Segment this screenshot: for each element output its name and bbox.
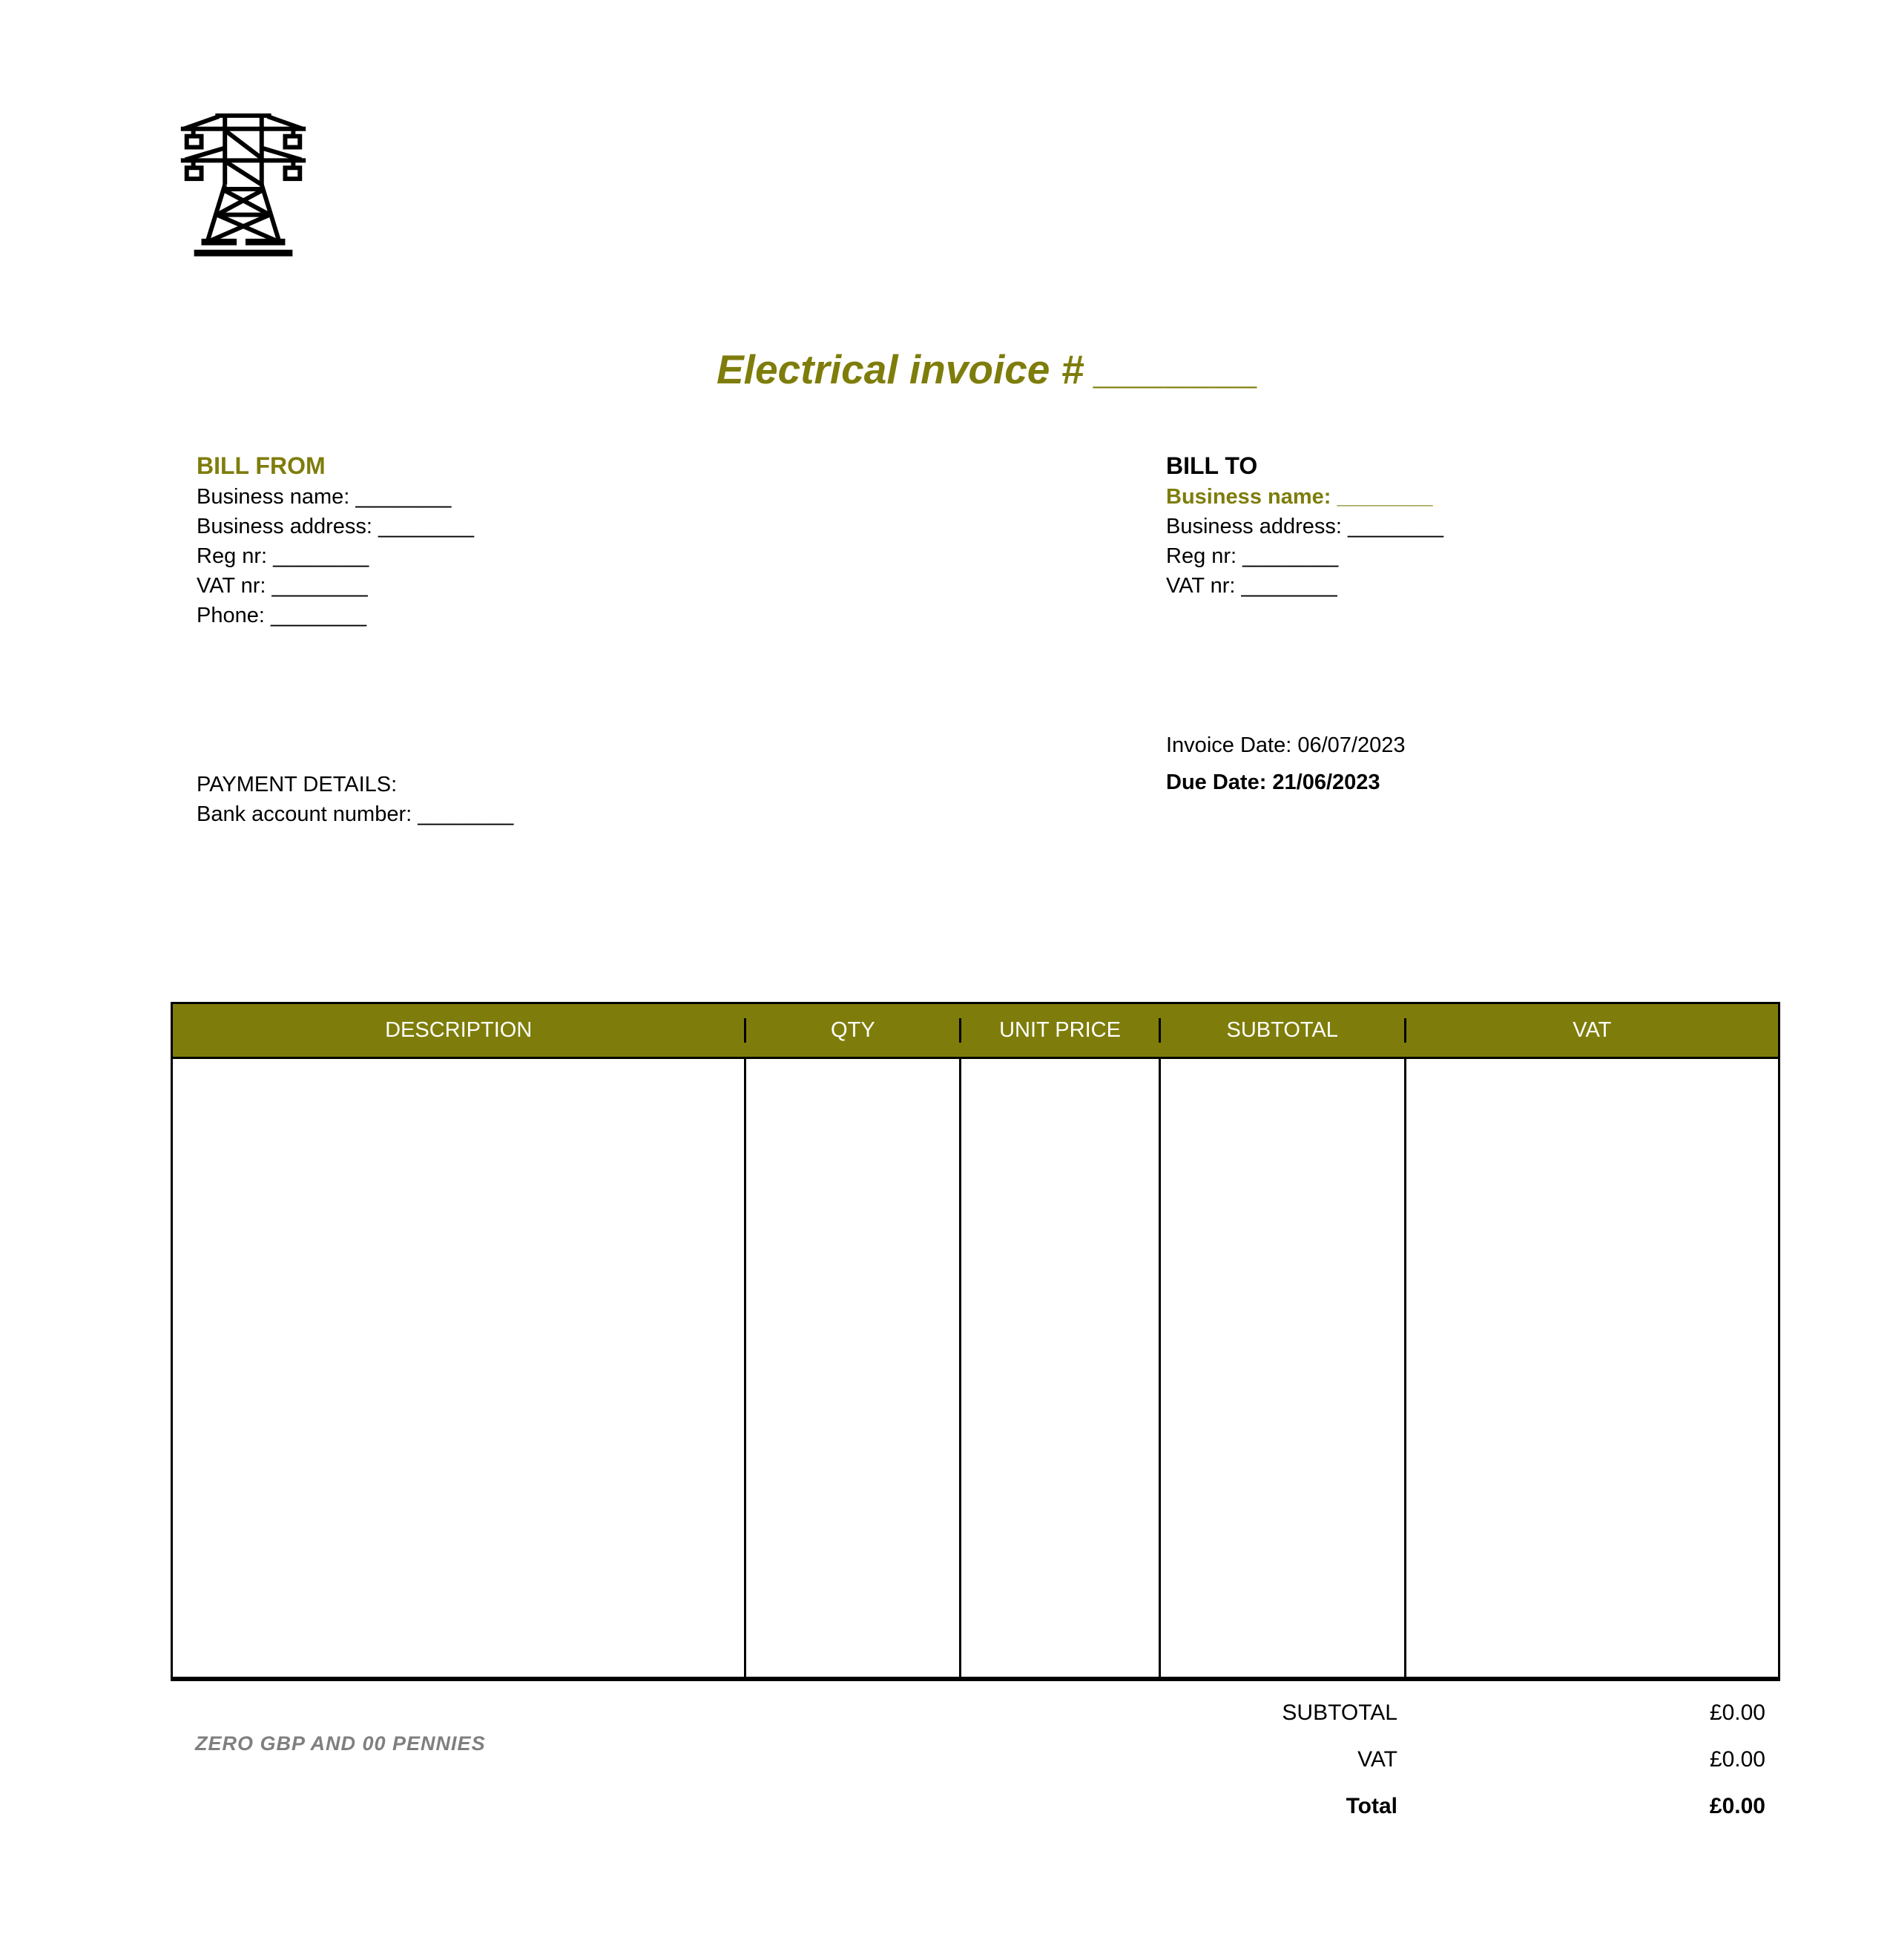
bill-from-phone: [197, 601, 474, 630]
bill-from-vat-nr: [197, 571, 474, 601]
vat-nr-label: VAT nr:: [1166, 574, 1236, 598]
vat-row: [1076, 1736, 1773, 1783]
bill-from-section: [197, 449, 474, 630]
subtotal-label: SUBTOTAL: [1282, 1700, 1397, 1725]
vat-cell[interactable]: [1404, 1059, 1778, 1677]
subtotal-cell[interactable]: [1159, 1059, 1404, 1677]
vat-nr-blank[interactable]: ________: [1241, 574, 1337, 598]
column-header-unit-price: UNIT PRICE: [959, 1018, 1158, 1043]
dates-section: [1166, 727, 1405, 801]
subtotal-row: [1076, 1689, 1773, 1736]
total-label: Total: [1346, 1793, 1397, 1818]
business-address-label: Business address:: [197, 515, 372, 538]
due-date-line: [1166, 764, 1405, 801]
business-address-label: Business address:: [1166, 515, 1342, 538]
bill-from-heading: BILL FROM: [197, 452, 326, 479]
total-value: £0.00: [1709, 1793, 1765, 1818]
invoice-date-label: Invoice Date:: [1166, 733, 1292, 757]
business-name-label: Business name:: [1166, 485, 1331, 509]
phone-label: Phone:: [197, 604, 265, 627]
description-cell[interactable]: [173, 1059, 744, 1677]
invoice-date-value: 06/07/2023: [1297, 733, 1406, 757]
column-header-vat: VAT: [1404, 1018, 1778, 1043]
bill-from-reg-nr: [197, 541, 474, 571]
business-name-label: Business name:: [197, 485, 350, 509]
bill-to-vat-nr: [1166, 571, 1443, 601]
reg-nr-blank[interactable]: ________: [1242, 544, 1339, 568]
business-name-blank[interactable]: ________: [1337, 485, 1433, 509]
payment-details-heading: PAYMENT DETAILS:: [197, 773, 398, 796]
bill-from-business-address: [197, 512, 474, 541]
bill-to-reg-nr: [1166, 541, 1443, 571]
unit-price-cell[interactable]: [959, 1059, 1158, 1677]
due-date-value: 21/06/2023: [1272, 771, 1380, 794]
total-row: [1076, 1783, 1773, 1829]
invoice-number-blank[interactable]: _______: [1095, 346, 1260, 392]
bill-from-business-name: [197, 482, 474, 512]
subtotal-value: £0.00: [1709, 1700, 1765, 1725]
qty-cell[interactable]: [744, 1059, 959, 1677]
bill-to-heading: BILL TO: [1166, 452, 1258, 479]
reg-nr-label: Reg nr:: [197, 544, 268, 568]
due-date-label: Due Date:: [1166, 771, 1267, 794]
vat-nr-blank[interactable]: ________: [271, 574, 368, 598]
bill-to-business-name: [1166, 482, 1443, 512]
transmission-tower-icon: [180, 111, 306, 265]
invoice-date-line: [1166, 727, 1405, 764]
vat-label: VAT: [1357, 1746, 1397, 1772]
totals-section: [1076, 1689, 1773, 1829]
page-title: [717, 346, 1260, 393]
table-body: [173, 1059, 1778, 1677]
business-address-blank[interactable]: ________: [378, 515, 475, 538]
business-address-blank[interactable]: ________: [1348, 515, 1444, 538]
bill-to-business-address: [1166, 512, 1443, 541]
business-name-blank[interactable]: ________: [355, 485, 452, 509]
column-header-subtotal: SUBTOTAL: [1159, 1018, 1404, 1043]
bank-account-label: Bank account number:: [197, 802, 412, 826]
column-header-qty: QTY: [744, 1018, 959, 1043]
table-header-row: [173, 1004, 1778, 1059]
line-items-table: [171, 1002, 1780, 1681]
vat-nr-label: VAT nr:: [197, 574, 266, 598]
bank-account-line: [197, 799, 513, 829]
reg-nr-blank[interactable]: ________: [273, 544, 369, 568]
vat-value: £0.00: [1709, 1746, 1765, 1772]
phone-blank[interactable]: ________: [270, 604, 367, 627]
bank-account-blank[interactable]: ________: [418, 802, 514, 826]
bill-to-section: [1166, 449, 1443, 601]
title-text: Electrical invoice #: [717, 346, 1084, 392]
column-header-description: DESCRIPTION: [385, 1018, 533, 1042]
amount-in-words: ZERO GBP AND 00 PENNIES: [195, 1732, 486, 1755]
payment-details-section: [197, 770, 513, 829]
reg-nr-label: Reg nr:: [1166, 544, 1237, 568]
